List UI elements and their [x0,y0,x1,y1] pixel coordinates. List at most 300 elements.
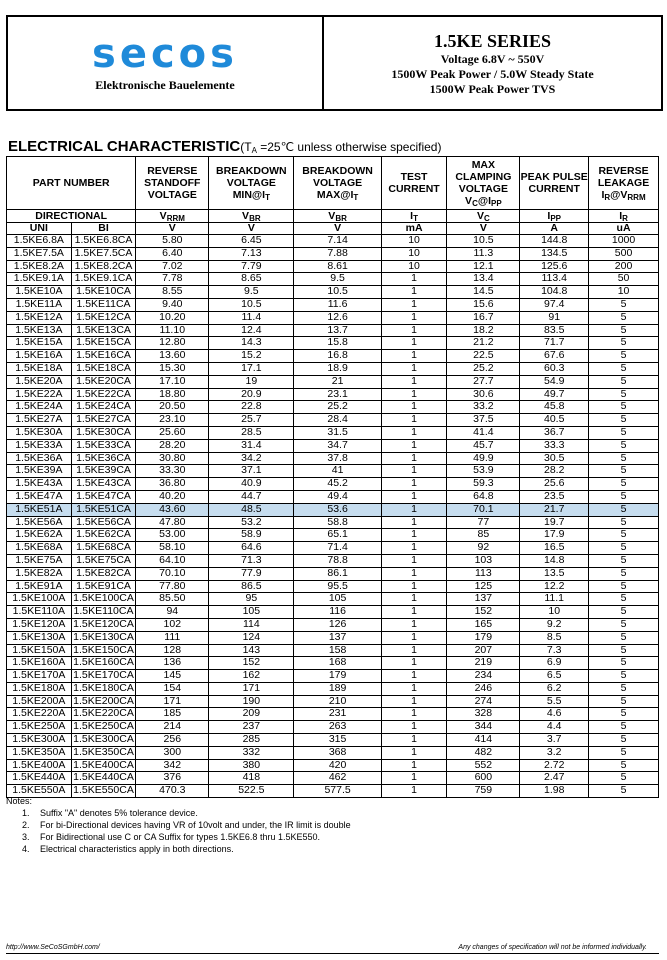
table-cell: 1.5KE10A [7,286,72,299]
table-cell: 234 [447,670,520,683]
table-cell: 10.5 [447,235,520,248]
table-cell: 145 [136,670,209,683]
table-cell: 86.5 [209,580,294,593]
table-cell: 5 [589,567,659,580]
table-cell: 1 [381,465,447,478]
table-row [7,657,659,670]
table-cell: 1 [381,490,447,503]
table-cell: 10 [381,260,447,273]
table-row [7,516,659,529]
table-cell: 14.8 [520,554,589,567]
table-cell: 1.5KE68A [7,542,72,555]
table-cell: 7.02 [136,260,209,273]
table-cell: 17.9 [520,529,589,542]
table-cell: 577.5 [294,785,381,798]
table-cell: 1.5KE400CA [73,759,134,771]
unit-vrrm: V [136,223,209,235]
table-cell: 9.2 [520,618,589,631]
table-cell: 1.5KE110A [7,606,72,619]
table-cell: 58.10 [136,542,209,555]
table-cell: 31.5 [294,426,381,439]
symbol-vrrm: $V_{RRM}$ [136,210,209,223]
table-cell: 1.5KE130A [7,631,72,644]
table-cell: 1.5KE440A [7,772,72,785]
table-cell: 5 [589,503,659,516]
table-cell: 59.3 [447,478,520,491]
logo-text: secos [92,30,238,77]
unit-uni: UNI [7,223,72,235]
table-cell: 300 [136,746,209,759]
table-cell: 21 [294,375,381,388]
table-cell: 1 [381,311,447,324]
table-cell: 189 [294,682,381,695]
table-cell: 1 [381,478,447,491]
table-cell: 25.60 [136,426,209,439]
table-cell: 137 [447,593,520,606]
table-cell: 53.6 [294,503,381,516]
electrical-characteristics-table [6,156,659,798]
table-cell: 18.80 [136,388,209,401]
table-cell: 5 [589,542,659,555]
table-cell: 1.5KE13CA [71,324,136,337]
table-cell: 1.5KE220A [7,708,72,721]
table-cell: 1 [381,375,447,388]
table-cell: 27.7 [447,375,520,388]
table-cell: 40.9 [209,478,294,491]
table-cell: 64.10 [136,554,209,567]
table-cell: 94 [136,606,209,619]
table-cell: 1.5KE10CA [71,286,136,299]
table-cell: 470.3 [136,785,209,798]
table-cell: 11.6 [294,298,381,311]
table-cell: 3.7 [520,734,589,747]
table-cell: 95.5 [294,580,381,593]
table-row [7,567,659,580]
table-cell: 380 [209,759,294,772]
table-cell: 1.5KE56CA [71,516,136,529]
table-cell: 1.5KE200CA [73,695,134,707]
table-cell: 15.8 [294,337,381,350]
table-cell: 210 [294,695,381,708]
table-cell: 22.5 [447,350,520,363]
table-cell: 9.5 [209,286,294,299]
table-cell: 21.7 [520,503,589,516]
table-cell: 86.1 [294,567,381,580]
table-cell: 1.5KE170CA [73,669,134,682]
table-cell: 1 [381,580,447,593]
col-reverse-leakage: REVERSE LEAKAGE $I_R@V_{RRM}$ [589,157,659,210]
table-cell: 1 [381,529,447,542]
unit-vbr-min: V [209,223,294,235]
table-cell: 209 [209,708,294,721]
table-cell: 246 [447,682,520,695]
table-cell: 154 [136,682,209,695]
table-row [7,414,659,427]
table-cell: 10.20 [136,311,209,324]
table-cell: 1.5KE12A [7,311,72,324]
table-row [7,708,659,721]
notes-title: Notes: [6,796,33,806]
table-cell: 200 [589,260,659,273]
table-cell: 43.60 [136,503,209,516]
table-cell: 1 [381,644,447,657]
table-cell: 91 [520,311,589,324]
table-cell: 1 [381,772,447,785]
table-cell: 5 [589,759,659,772]
table-cell: 95 [209,593,294,606]
footer-disclaimer: Any changes of specification will not be informed individually. [458,944,647,951]
table-cell: 1.5KE130CA [73,631,134,643]
table-cell: 13.7 [294,324,381,337]
table-cell: 1.5KE27CA [71,414,136,427]
table-cell: 22.8 [209,401,294,414]
table-cell: 44.7 [209,490,294,503]
table-cell: 5 [589,375,659,388]
table-cell: 13.5 [520,567,589,580]
table-row [7,401,659,414]
table-cell: 1.5KE550CA [73,784,134,797]
symbol-vc: $V_C$ [447,210,520,223]
table-cell: 256 [136,734,209,747]
table-cell: 37.8 [294,452,381,465]
table-cell: 8.65 [209,273,294,286]
table-cell: 28.4 [294,414,381,427]
table-cell: 1.5KE550A [7,785,72,798]
table-cell: 344 [447,721,520,734]
table-cell: 1 [381,273,447,286]
table-cell: 15.6 [447,298,520,311]
table-cell: 5 [589,593,659,606]
table-cell: 12.80 [136,337,209,350]
table-cell: 71.7 [520,337,589,350]
table-cell: 125 [447,580,520,593]
table-cell: 16.7 [447,311,520,324]
table-cell: 134.5 [520,247,589,260]
table-cell: 1.5KE62A [7,529,72,542]
table-row [7,324,659,337]
table-cell: 1.5KE39CA [71,465,136,478]
table-cell: 1.5KE91CA [71,580,136,593]
table-cell: 1 [381,657,447,670]
table-cell: 1.5KE24CA [71,401,136,414]
table-cell: 143 [209,644,294,657]
table-cell: 1 [381,785,447,798]
table-cell: 5 [589,298,659,311]
table-cell: 5 [589,631,659,644]
table-cell: 207 [447,644,520,657]
table-cell: 125.6 [520,260,589,273]
table-cell: 45.7 [447,439,520,452]
table-cell: 5 [589,721,659,734]
table-cell: 77.9 [209,567,294,580]
table-cell: 5 [589,439,659,452]
table-cell: 6.5 [520,670,589,683]
table-cell: 7.79 [209,260,294,273]
table-cell: 4.6 [520,708,589,721]
table-header-row [7,157,659,210]
table-cell: 315 [294,734,381,747]
table-cell: 1 [381,324,447,337]
table-symbol-row [7,210,659,223]
table-cell: 462 [294,772,381,785]
table-cell: 1.5KE15CA [71,337,136,350]
symbol-ir: $I_R$ [589,210,659,223]
table-cell: 31.4 [209,439,294,452]
table-cell: 1.5KE43CA [71,478,136,491]
table-cell: 137 [294,631,381,644]
table-row [7,695,659,708]
table-cell: 83.5 [520,324,589,337]
table-row [7,529,659,542]
table-cell: 15.30 [136,362,209,375]
table-cell: 1.5KE51CA [71,503,136,516]
footer-divider [6,953,659,954]
table-cell: 50 [589,273,659,286]
table-cell: 40.20 [136,490,209,503]
table-cell: 1 [381,721,447,734]
table-cell: 2.72 [520,759,589,772]
symbol-vbr-min: $V_{BR}$ [209,210,294,223]
table-row [7,452,659,465]
table-cell: 1.5KE160CA [73,656,134,669]
table-cell: 1.5KE33CA [71,439,136,452]
table-cell: 37.1 [209,465,294,478]
table-cell: 12.6 [294,311,381,324]
table-cell: 71.3 [209,554,294,567]
table-cell: 40.5 [520,414,589,427]
table-cell: 10 [520,606,589,619]
table-cell: 1 [381,695,447,708]
table-cell: 58.8 [294,516,381,529]
table-cell: 18.2 [447,324,520,337]
table-cell: 15.2 [209,350,294,363]
col-clamping-voltage: MAX CLAMPING VOLTAGE $V_C@I_{PP}$ [447,157,520,210]
col-part-number: PART NUMBER [7,157,136,210]
table-cell: 1.5KE15A [7,337,72,350]
power-rating: 1500W Peak Power / 5.0W Steady State [391,66,594,81]
table-cell: 10 [381,235,447,248]
table-cell: 23.5 [520,490,589,503]
table-cell: 179 [294,670,381,683]
table-row [7,734,659,747]
footer-url[interactable]: http://www.SeCoSGmbH.com/ [6,944,100,951]
table-cell: 1.5KE9.1CA [71,273,136,286]
table-cell: 128 [136,644,209,657]
table-cell: 152 [209,657,294,670]
col-standoff-voltage: REVERSE STANDOFF VOLTAGE [136,157,209,210]
table-cell: 5 [589,516,659,529]
table-cell: 1.5KE8.2A [7,260,72,273]
table-cell: 1.5KE6.8CA [71,235,136,248]
table-cell: 1.5KE220CA [73,707,134,720]
table-cell: 5 [589,414,659,427]
table-cell: 1 [381,734,447,747]
table-cell: 45.8 [520,401,589,414]
table-cell: 1 [381,593,447,606]
table-cell: 1.5KE200A [7,695,72,708]
table-cell: 1.5KE11CA [71,298,136,311]
logo-box [8,17,324,109]
table-cell: 16.5 [520,542,589,555]
table-cell: 1 [381,286,447,299]
logo-subtitle: Elektronische Bauelemente [95,77,235,92]
table-cell: 8.5 [520,631,589,644]
table-cell: 60.3 [520,362,589,375]
table-row [7,478,659,491]
table-cell: 6.40 [136,247,209,260]
table-cell: 1.5KE16CA [71,350,136,363]
table-cell: 1.5KE16A [7,350,72,363]
table-cell: 25.2 [294,401,381,414]
table-cell: 5 [589,606,659,619]
table-cell: 1 [381,388,447,401]
table-cell: 1.5KE100A [7,593,72,606]
table-cell: 67.6 [520,350,589,363]
table-cell: 342 [136,759,209,772]
table-cell: 41 [294,465,381,478]
symbol-ipp: $I_{PP}$ [520,210,589,223]
table-cell: 1.5KE82A [7,567,72,580]
table-cell: 332 [209,746,294,759]
table-row [7,235,659,248]
table-cell: 263 [294,721,381,734]
table-cell: 11.10 [136,324,209,337]
table-cell: 285 [209,734,294,747]
table-cell: 1.5KE150CA [73,644,134,656]
table-row [7,247,659,260]
table-cell: 1 [381,298,447,311]
col-peak-pulse-current: PEAK PULSE CURRENT [520,157,589,210]
table-cell: 231 [294,708,381,721]
voltage-range: Voltage 6.8V ~ 550V [440,51,545,66]
unit-vbr-max: V [294,223,381,235]
table-cell: 1 [381,439,447,452]
table-cell: 1.5KE30A [7,426,72,439]
table-cell: 25.6 [520,478,589,491]
table-cell: 1.5KE47A [7,490,72,503]
table-cell: 34.2 [209,452,294,465]
table-cell: 1.5KE300A [7,734,72,747]
table-cell: 1.5KE22A [7,388,72,401]
table-row [7,388,659,401]
unit-vc: V [447,223,520,235]
table-row [7,286,659,299]
table-cell: 1.5KE13A [7,324,72,337]
table-cell: 1.5KE300CA [73,733,134,746]
unit-ir: uA [589,223,659,235]
table-cell: 7.14 [294,235,381,248]
table-cell: 18.9 [294,362,381,375]
table-cell: 33.2 [447,401,520,414]
title-box [324,17,661,109]
table-row [7,554,659,567]
table-cell: 104.8 [520,286,589,299]
table-cell: 5 [589,580,659,593]
table-cell: 28.20 [136,439,209,452]
table-cell: 5.80 [136,235,209,248]
table-cell: 1.5KE170A [7,670,72,683]
table-cell: 6.2 [520,682,589,695]
table-cell: 1 [381,631,447,644]
table-cell: 414 [447,734,520,747]
table-cell: 71.4 [294,542,381,555]
section-title [8,138,441,155]
table-cell: 1.5KE160A [7,657,72,670]
table-cell: 500 [589,247,659,260]
series-title: 1.5KE SERIES [433,30,552,51]
table-cell: 1.5KE75CA [71,554,136,567]
table-cell: 53.00 [136,529,209,542]
table-cell: 5 [589,772,659,785]
table-cell: 34.7 [294,439,381,452]
table-cell: 418 [209,772,294,785]
table-row [7,490,659,503]
note-item: 1. Suffix "A" denotes 5% tolerance device. [32,807,351,819]
table-cell: 5 [589,746,659,759]
table-row [7,503,659,516]
table-cell: 20.9 [209,388,294,401]
table-cell: 1 [381,542,447,555]
table-cell: 1 [381,516,447,529]
table-cell: 237 [209,721,294,734]
table-cell: 12.2 [520,580,589,593]
table-cell: 49.4 [294,490,381,503]
table-cell: 4.4 [520,721,589,734]
table-cell: 1.5KE350A [7,746,72,759]
table-cell: 3.2 [520,746,589,759]
table-cell: 5 [589,452,659,465]
table-cell: 114 [209,618,294,631]
table-cell: 1 [381,414,447,427]
table-cell: 420 [294,759,381,772]
table-cell: 1.5KE18CA [71,362,136,375]
test-condition: ($T_A$ =25℃ unless otherwise specified) [240,140,442,155]
table-row [7,337,659,350]
table-cell: 162 [209,670,294,683]
table-cell: 1.5KE20CA [71,375,136,388]
table-cell: 11.1 [520,593,589,606]
notes-list [6,807,351,855]
table-cell: 219 [447,657,520,670]
table-cell: 33.30 [136,465,209,478]
table-cell: 1.5KE43A [7,478,72,491]
table-cell: 158 [294,644,381,657]
device-type: 1500W Peak Power TVS [429,81,556,96]
table-cell: 17.10 [136,375,209,388]
table-cell: 1 [381,618,447,631]
table-row [7,311,659,324]
table-cell: 30.5 [520,452,589,465]
table-cell: 49.7 [520,388,589,401]
table-cell: 25.7 [209,414,294,427]
table-cell: 368 [294,746,381,759]
table-cell: 20.50 [136,401,209,414]
table-row [7,260,659,273]
table-cell: 28.5 [209,426,294,439]
table-cell: 7.13 [209,247,294,260]
table-cell: 5 [589,465,659,478]
table-cell: 1.5KE68CA [71,542,136,555]
table-cell: 1 [381,746,447,759]
table-cell: 85 [447,529,520,542]
table-cell: 10 [381,247,447,260]
table-cell: 1.5KE30CA [71,426,136,439]
table-cell: 144.8 [520,235,589,248]
table-cell: 64.6 [209,542,294,555]
table-cell: 5 [589,337,659,350]
table-cell: 171 [209,682,294,695]
table-cell: 171 [136,695,209,708]
